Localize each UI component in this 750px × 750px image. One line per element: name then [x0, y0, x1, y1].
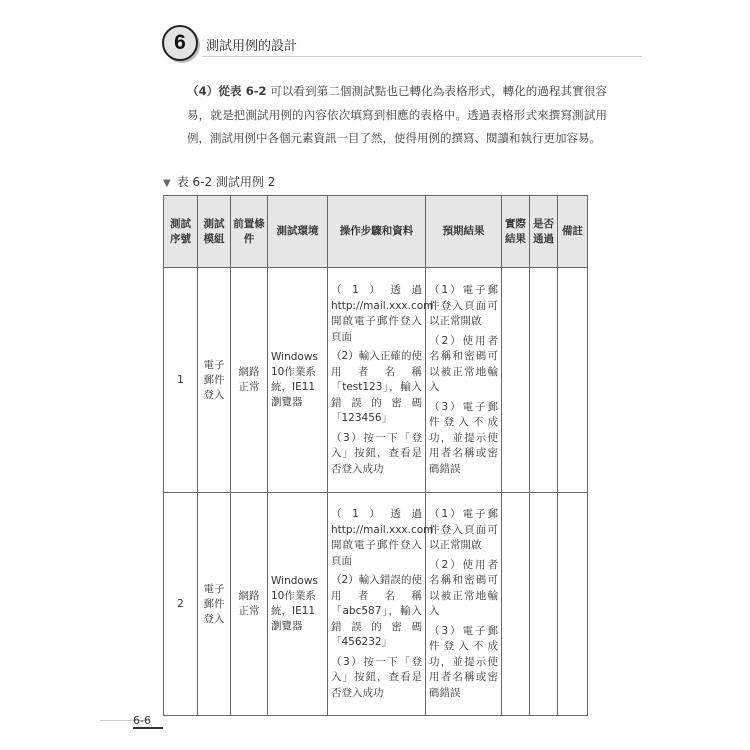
step-item: （3）按一下「登入」按鈕，查看是否登入成功 [331, 431, 422, 475]
cell-environment: Windows 10作業系統，IE11瀏覽器 [268, 268, 328, 493]
header-expected: 預期結果 [426, 196, 502, 268]
expected-item: （3）電子郵件登入不成功，並提示使用者名稱或密碼錯誤 [429, 624, 498, 699]
page-number-underline [133, 727, 163, 729]
test-case-table [163, 195, 588, 716]
cell-steps [328, 493, 434, 716]
cell-actual [502, 268, 530, 493]
cell-seq: 2 [164, 493, 198, 716]
expected-item: （2）使用者名稱和密碼可以被正常地輸入 [429, 334, 498, 393]
table-row [164, 493, 588, 716]
cell-actual [502, 493, 530, 716]
triangle-marker-icon: ▼ [163, 178, 171, 189]
expected-item: （1）電子郵件登入頁面可以正常開啟 [429, 508, 498, 551]
cell-module: 電子郵件登入 [198, 268, 231, 493]
cell-pass [530, 268, 558, 493]
chapter-number-badge: 6 [162, 25, 198, 61]
body-paragraph [187, 80, 607, 151]
table-row [164, 268, 588, 493]
cell-module: 電子郵件登入 [198, 493, 231, 716]
expected-item: （2）使用者名稱和密碼可以被正常地輸入 [429, 558, 498, 617]
header-remark: 備註 [558, 196, 588, 268]
table-caption [163, 173, 275, 190]
header-environment: 測試環境 [268, 196, 328, 268]
paragraph-text: 可以看到第二個測試點也已轉化為表格形式，轉化的過程其實很容易，就是把測試用例的內容依次填寫到相應的表格中。透過表格形式來撰寫測試用例，測試用例中各個元素資訊一目了然，使得用例的撰寫、閱讀和執行更加容易。 [187, 84, 608, 145]
chapter-title: 測試用例的設計 [206, 39, 298, 54]
cell-environment: Windows 10作業系統，IE11瀏覽器 [268, 493, 328, 716]
header-pass: 是否通過 [530, 196, 558, 268]
step-item: （1）透過 http://mail.xxx.com 開啟電子郵件登入頁面 [331, 284, 434, 343]
cell-pass [530, 493, 558, 716]
cell-steps [328, 268, 434, 493]
expected-item: （3）電子郵件登入不成功，並提示使用者名稱或密碼錯誤 [429, 400, 498, 475]
step-item: （1）透過 http://mail.xxx.com 開啟電子郵件登入頁面 [331, 508, 434, 567]
header-module: 測試模組 [198, 196, 231, 268]
table-header-row [164, 196, 588, 268]
paragraph-lead: （4）從表 6-2 [187, 84, 267, 98]
header-seq: 測試序號 [164, 196, 198, 268]
table-caption-text: 表 6-2 測試用例 2 [176, 175, 276, 189]
expected-item: （1）電子郵件登入頁面可以正常開啟 [429, 284, 498, 327]
cell-precondition: 網路正常 [231, 268, 268, 493]
cell-precondition: 網路正常 [231, 493, 268, 716]
page-number: 6-6 [133, 714, 151, 727]
cell-remark [558, 268, 588, 493]
header-precondition: 前置條件 [231, 196, 268, 268]
header-actual: 實際結果 [502, 196, 530, 268]
cell-seq: 1 [164, 268, 198, 493]
step-item: （2）輸入錯誤的使用者名稱「abc587」，輸入錯誤的密碼「456232」 [331, 574, 422, 648]
header-steps: 操作步驟和資料 [328, 196, 426, 268]
chapter-header [162, 25, 642, 63]
cell-expected [426, 268, 502, 493]
cell-remark [558, 493, 588, 716]
cell-expected [426, 493, 502, 716]
step-item: （3）按一下「登入」按鈕，查看是否登入成功 [331, 655, 422, 699]
header-divider [202, 56, 642, 57]
step-item: （2）輸入正確的使用者名稱「test123」，輸入錯誤的密碼「123456」 [331, 350, 422, 424]
